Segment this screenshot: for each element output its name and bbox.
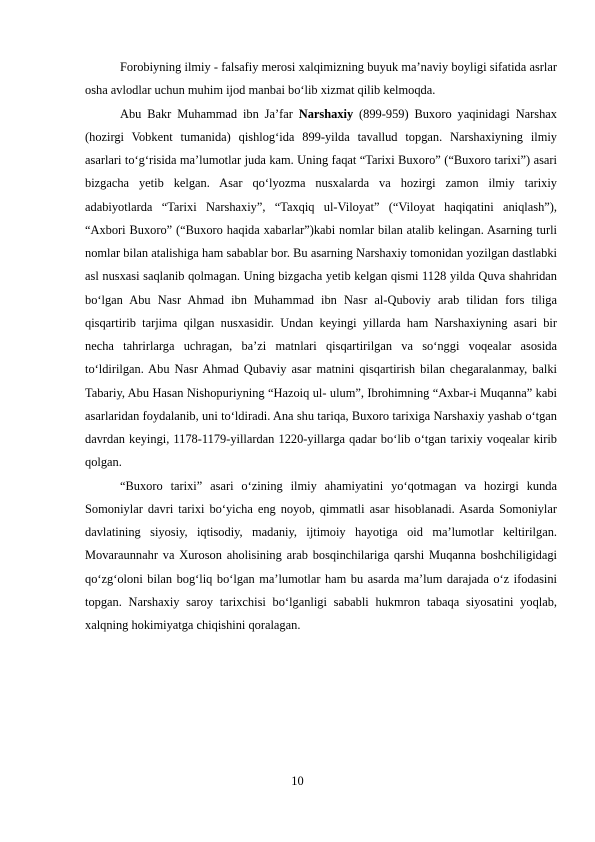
- paragraph-text-start: Abu Bakr Muhammad ibn Ja’far: [120, 106, 299, 121]
- paragraph-text: Forobiyning ilmiy - falsafiy merosi xalqimizning buyuk ma’naviy boyligi sifatida asrlar osha avlodlar uchun muhim ijod manbai bo‘lib xizmat qilib kelmoqda.: [85, 60, 557, 98]
- page-number: 10: [291, 774, 304, 788]
- document-page: [85, 56, 557, 637]
- paragraph-text: “Buxoro tarixi” asari o‘zining ilmiy ahamiyatini yo‘qotmagan va hozirgi kunda Somoniylar davri tarixi bo‘yicha eng noyob, qimmatli asar hisoblanadi. Asarda Somoniylar davlatining siyosiy, iqtisodiy, madaniy, ijtimoiy hayotiga oid ma’lumotlar keltirilgan. Movaraunnahr va Xuroson aholisining arab bosqinchilariga qarshi Muqanna boshchiligidagi qo‘zg‘oloni bilan bog‘liq bo‘lgan ma’lumotlar ham bu asarda ma’lum darajada o‘z ifodasini topgan. Narshaxiy saroy tarixchisi bo‘lganligi sababli hukmron tabaqa siyosatini yoqlab, xalqning hokimiyatga chiqishini qoralagan.: [85, 478, 557, 632]
- paragraph-narshaxiy-biography: [85, 103, 557, 475]
- paragraph-farabi-heritage: [85, 56, 557, 103]
- paragraph-bukhara-history-significance: [85, 475, 557, 638]
- paragraph-text-rest: (899-959) Buxoro yaqinidagi Narshax (hozirgi Vobkent tumanida) qishlog‘ida 899-yilda tavallud topgan. Narshaxiyning ilmiy asarlari to‘g‘risida ma’lumotlar juda kam. Uning faqat “Tarixi Buxoro” (“Buxoro tarixi”) asari bizgacha yetib kelgan. Asar qo‘lyozma nusxalarda va hozirgi zamon ilmiy tarixiy adabiyotlarda “Tarixi Narshaxiy”, “Taxqiq ul-Viloyat” (“Viloyat haqiqatini aniqlash”), “Axbori Buxoro” (“Buxoro haqida xabarlar”)kabi nomlar bilan atalib kelingan. Asarning turli nomlar bilan atalishiga ham sabablar bor. Bu asarning Narshaxiy tomonidan yozilgan dastlabki asl nusxasi saqlanib qolmagan. Uning bizgacha yetib kelgan qismi 1128 yilda Quva shahridan bo‘lgan Abu Nasr Ahmad ibn Muhammad ibn Nasr al-Quboviy arab tilidan fors tiliga qisqartirib tarjima qilgan nusxasidir. Undan keyingi yillarda ham Narshaxiyning asari bir necha tahrirlarga uchragan, ba’zi matnlari qisqartirilgan va so‘nggi voqealar asosida to‘ldirilgan. Abu Nasr Ahmad Qubaviy asar matnini qisqartirish bilan chegaralanmay, balki Tabariy, Abu Hasan Nishopuriyning “Hazoiq ul- ulum”, Ibrohimning “Axbar-i Muqanna” kabi asarlaridan foydalanib, uni to‘ldiradi. Ana shu tariqa, Buxoro tarixiga Narshaxiy yashab o‘tgan davrdan keyingi, 1178-1179-yillardan 1220-yillarga qadar bo‘lib o‘tgan tarixiy voqealar kirib qolgan.: [85, 106, 558, 470]
- bold-name-narshaxiy: Narshaxiy: [298, 106, 354, 121]
